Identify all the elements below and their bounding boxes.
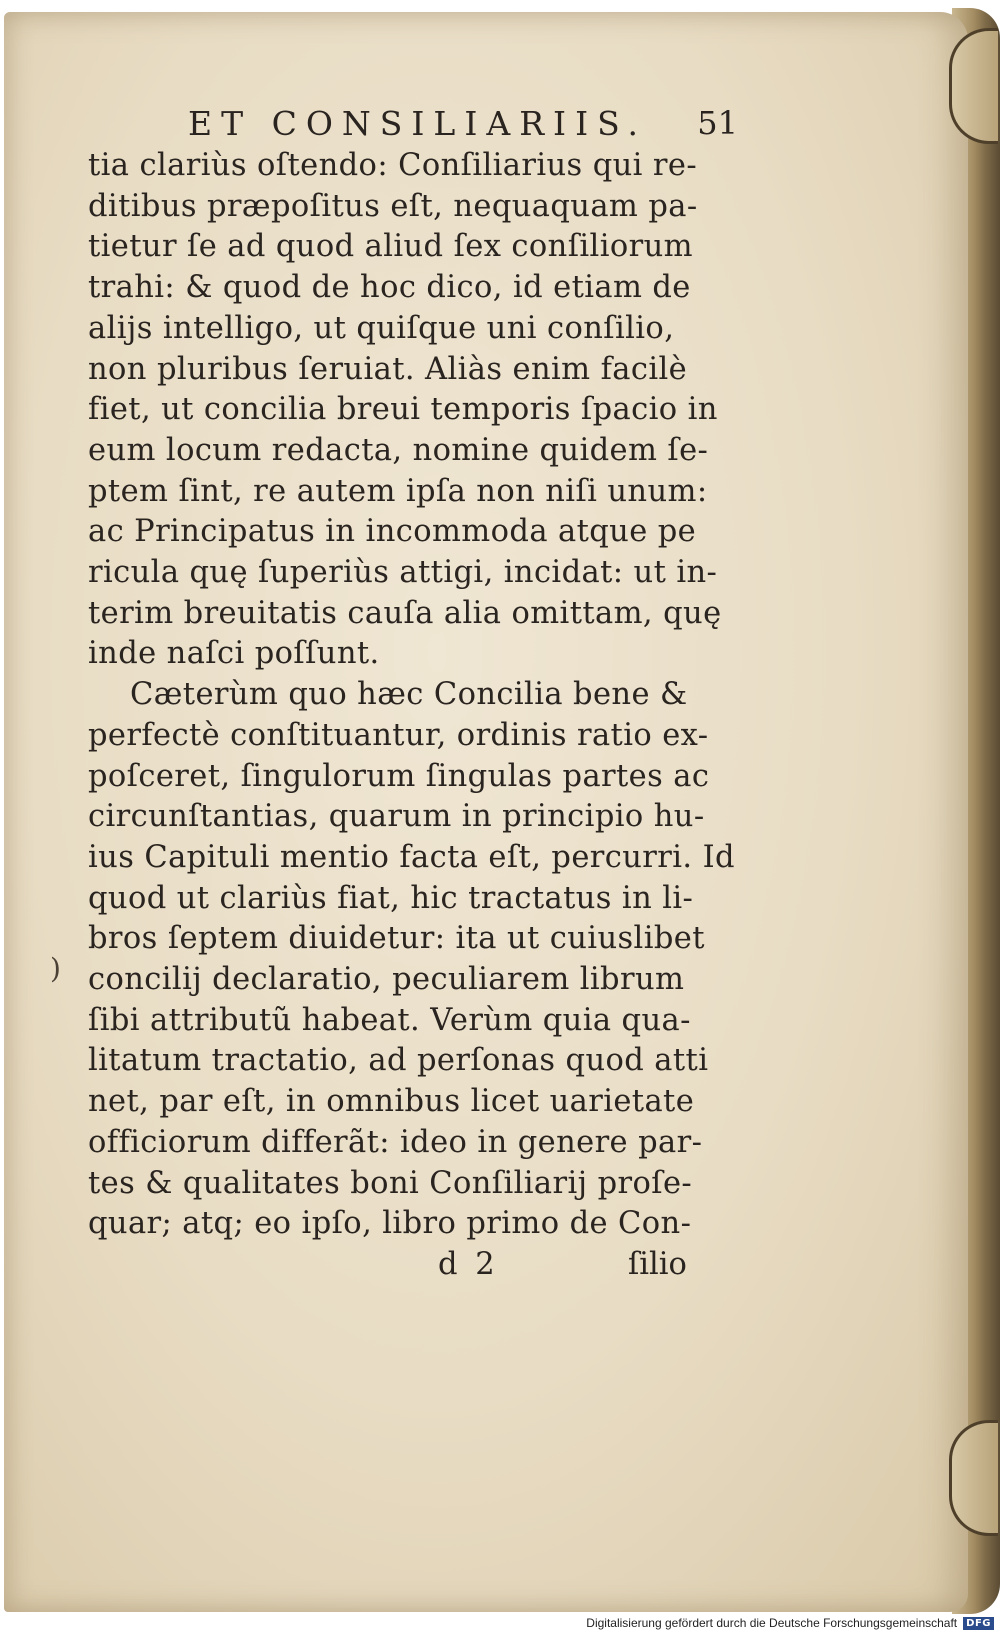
text-line: poſceret, ſingulorum ſingulas partes ac bbox=[88, 758, 710, 794]
text-line: ac Principatus in incommoda atque pe bbox=[88, 514, 697, 550]
text-line: net, par eſt, in omnibus licet uarietate bbox=[88, 1084, 695, 1120]
text-line: fiet, ut concilia breui temporis ſpacio in bbox=[88, 392, 718, 428]
catch-line bbox=[88, 1245, 728, 1289]
text-line: litatum tractatio, ad perſonas quod atti bbox=[88, 1043, 709, 1079]
text-line: tietur ſe ad quod aliud ſex conſiliorum bbox=[88, 229, 693, 265]
margin-mark: ) bbox=[50, 952, 61, 985]
text-line: ricula quę ſuperiùs attigi, incidat: ut in- bbox=[88, 555, 718, 591]
text-line: concilij declaratio, peculiarem librum bbox=[88, 962, 685, 998]
dfg-logo-icon: DFG bbox=[963, 1617, 994, 1630]
text-line: eum locum redacta, nomine quidem ſe- bbox=[88, 432, 709, 468]
text-line: quar; atq; eo ipſo, libro primo de Con- bbox=[88, 1206, 692, 1242]
text-line: tes & qualitates boni Conſiliarij proſe- bbox=[88, 1165, 693, 1201]
clasp-bottom-icon bbox=[949, 1420, 998, 1536]
text-line: trahi: & quod de hoc dico, id etiam de bbox=[88, 270, 691, 306]
text-line: inde naſci poſſunt. bbox=[88, 636, 380, 672]
page-text-block bbox=[88, 100, 738, 1289]
paragraph-start-line: Cæterùm quo hæc Concilia bene & bbox=[130, 677, 688, 713]
text-line: perfectè conſtituantur, ordinis ratio ex- bbox=[88, 717, 709, 753]
text-line: terim breuitatis cauſa alia omittam, quę bbox=[88, 595, 722, 631]
text-line: officiorum differãt: ideo in genere par- bbox=[88, 1124, 703, 1160]
credit-text: Digitalisierung gefördert durch die Deutsche Forschungsgemeinschaft bbox=[586, 1616, 958, 1630]
catchword: ſilio bbox=[628, 1246, 687, 1282]
running-head bbox=[88, 100, 738, 146]
text-line: non pluribus ſeruiat. Aliàs enim facilè bbox=[88, 351, 688, 387]
text-line: ditibus præpoſitus eſt, nequaquam pa- bbox=[88, 188, 698, 224]
digitization-credit bbox=[584, 1615, 996, 1631]
text-line: ſibi attributũ habeat. Verùm quia qua- bbox=[88, 1002, 691, 1038]
text-line: tia clariùs oſtendo: Conſiliarius qui re- bbox=[88, 148, 698, 183]
text-line: ius Capituli mentio facta eſt, percurri. Id bbox=[88, 839, 735, 875]
text-line: bros ſeptem diuidetur: ita ut cuiuslibet bbox=[88, 921, 705, 957]
text-line: alijs intelligo, ut quiſque uni conſilio, bbox=[88, 310, 675, 346]
text-line: ptem ſint, re autem ipſa non niſi unum: bbox=[88, 473, 708, 509]
text-line: quod ut clariùs fiat, hic tractatus in li- bbox=[88, 880, 694, 916]
signature-mark: d 2 bbox=[438, 1246, 499, 1282]
text-line: circunſtantias, quarum in principio hu- bbox=[88, 799, 705, 835]
clasp-top-icon bbox=[949, 28, 998, 144]
running-title: ET CONSILIARIIS. bbox=[188, 104, 648, 143]
page-number: 51 bbox=[697, 104, 738, 142]
